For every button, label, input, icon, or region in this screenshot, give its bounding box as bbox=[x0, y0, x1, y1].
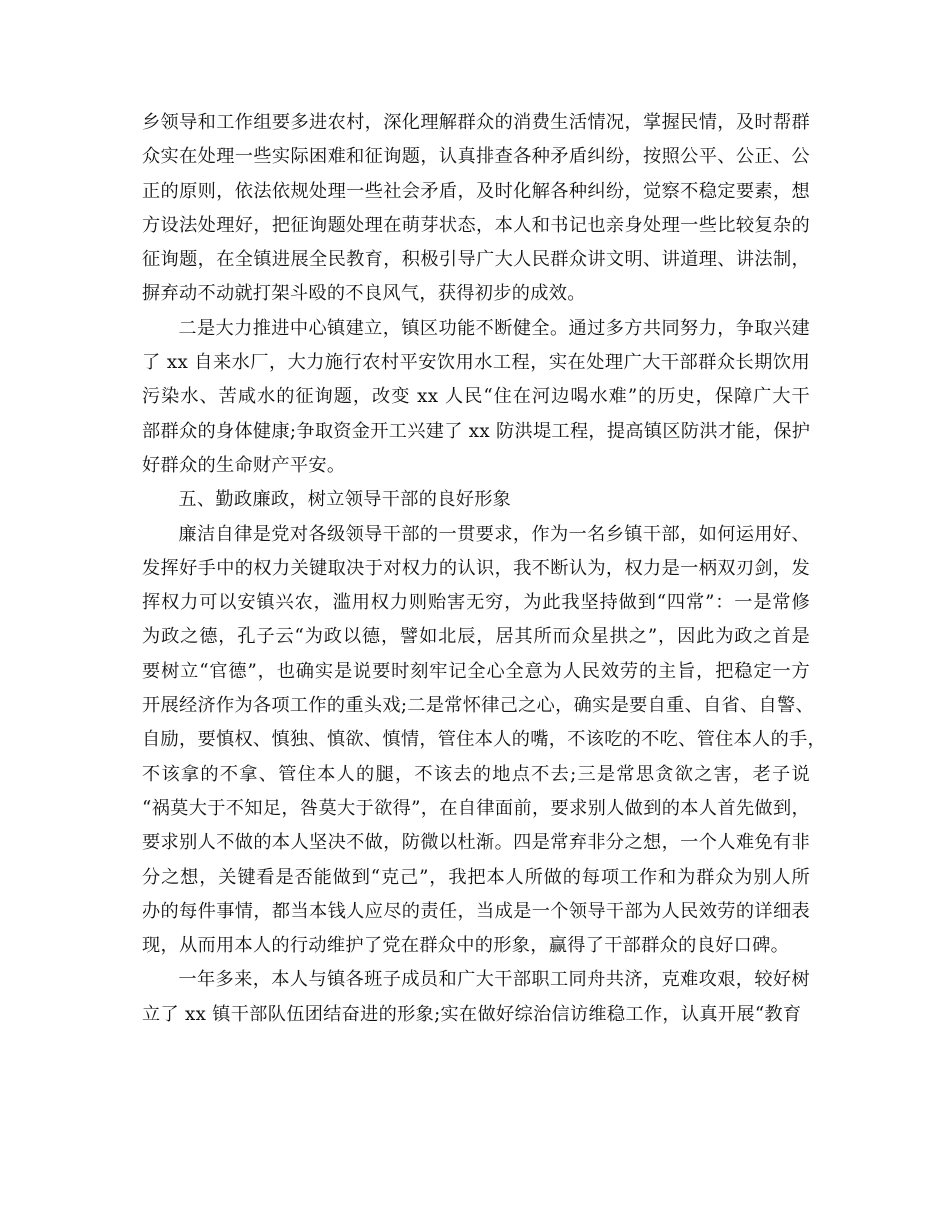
paragraph bbox=[142, 312, 810, 483]
text-line: 分之想，关键看是否能做到“克己”，我把本人所做的每项工作和为群众为别人所 bbox=[142, 866, 810, 888]
text-line: 一年多来，本人与镇各班子成员和广大干部职工同舟共济，克难攻艰，较好树 bbox=[178, 969, 810, 991]
text-line: 征询题，在全镇进展全民教育，积极引导广大人民群众讲文明、讲道理、讲法制， bbox=[142, 249, 810, 271]
text-line: 众实在处理一些实际困难和征询题，认真排查各种矛盾纠纷，按照公平、公正、公 bbox=[142, 146, 810, 168]
text-line: 现，从而用本人的行动维护了党在群众中的形象，赢得了干部群众的良好口碑。 bbox=[142, 935, 790, 957]
text-line: 部群众的身体健康;争取资金开工兴建了 xx 防洪堤工程，提高镇区防洪才能，保护 bbox=[142, 420, 811, 442]
text-line: 廉洁自律是党对各级领导干部的一贯要求，作为一名乡镇干部，如何运用好、 bbox=[178, 523, 810, 545]
text-line: 立了 xx 镇干部队伍团结奋进的形象;实在做好综治信访维稳工作，认真开展“教育 bbox=[142, 1003, 802, 1025]
text-line: 开展经济作为各项工作的重头戏;二是常怀律己之心，确实是要自重、自省、自警、 bbox=[142, 695, 814, 717]
text-line: 五、勤政廉政，树立领导干部的良好形象 bbox=[178, 489, 512, 511]
paragraph bbox=[142, 518, 827, 964]
paragraph bbox=[142, 106, 810, 312]
document-page bbox=[142, 106, 827, 1032]
text-line: 乡领导和工作组要多进农村，深化理解群众的消费生活情况，掌握民情，及时帮群 bbox=[142, 112, 810, 133]
paragraph bbox=[142, 963, 810, 1032]
text-line: 摒弃动不动就打架斗殴的不良风气，获得初步的成效。 bbox=[142, 283, 586, 305]
text-line: “祸莫大于不知足，咎莫大于欲得”，在自律面前，要求别人做到的本人首先做到， bbox=[142, 797, 810, 819]
text-line: 挥权力可以安镇兴农，滥用权力则贻害无穷，为此我坚持做到“四常”：一是常修 bbox=[142, 592, 810, 614]
text-line: 方设法处理好，把征询题处理在萌芽状态，本人和书记也亲身处理一些比较复杂的 bbox=[142, 214, 810, 236]
text-line: 自励，要慎权、慎独、慎欲、慎情，管住本人的嘴，不该吃的不吃、管住本人的手， bbox=[142, 729, 827, 751]
text-line: 了 xx 自来水厂，大力施行农村平安饮用水工程，实在处理广大干部群众长期饮用 bbox=[142, 352, 810, 374]
text-line: 正的原则，依法依规处理一些社会矛盾，及时化解各种纠纷，觉察不稳定要素，想 bbox=[142, 180, 810, 202]
text-line: 要树立“官德”，也确实是说要时刻牢记全心全意为人民效劳的主旨，把稳定一方 bbox=[142, 660, 810, 682]
text-line: 发挥好手中的权力关键取决于对权力的认识，我不断认为，权力是一柄双刃剑，发 bbox=[142, 557, 810, 579]
text-line: 办的每件事情，都当本钱人应尽的责任，当成是一个领导干部为人民效劳的详细表 bbox=[142, 900, 810, 922]
paragraph bbox=[142, 483, 810, 517]
text-line: 要求别人不做的本人坚决不做，防微以杜渐。四是常弃非分之想，一个人难免有非 bbox=[142, 832, 810, 854]
text-line: 不该拿的不拿、管住本人的腿，不该去的地点不去;三是常思贪欲之害，老子说 bbox=[142, 763, 810, 785]
text-line: 污染水、苦咸水的征询题，改变 xx 人民“住在河边喝水难”的历史，保障广大干 bbox=[142, 386, 810, 408]
text-line: 二是大力推进中心镇建立，镇区功能不断健全。通过多方共同努力，争取兴建 bbox=[178, 317, 810, 339]
text-line: 好群众的生命财产平安。 bbox=[142, 454, 346, 476]
text-line: 为政之德，孔子云“为政以德，譬如北辰，居其所而众星拱之”，因此为政之首是 bbox=[142, 626, 810, 648]
